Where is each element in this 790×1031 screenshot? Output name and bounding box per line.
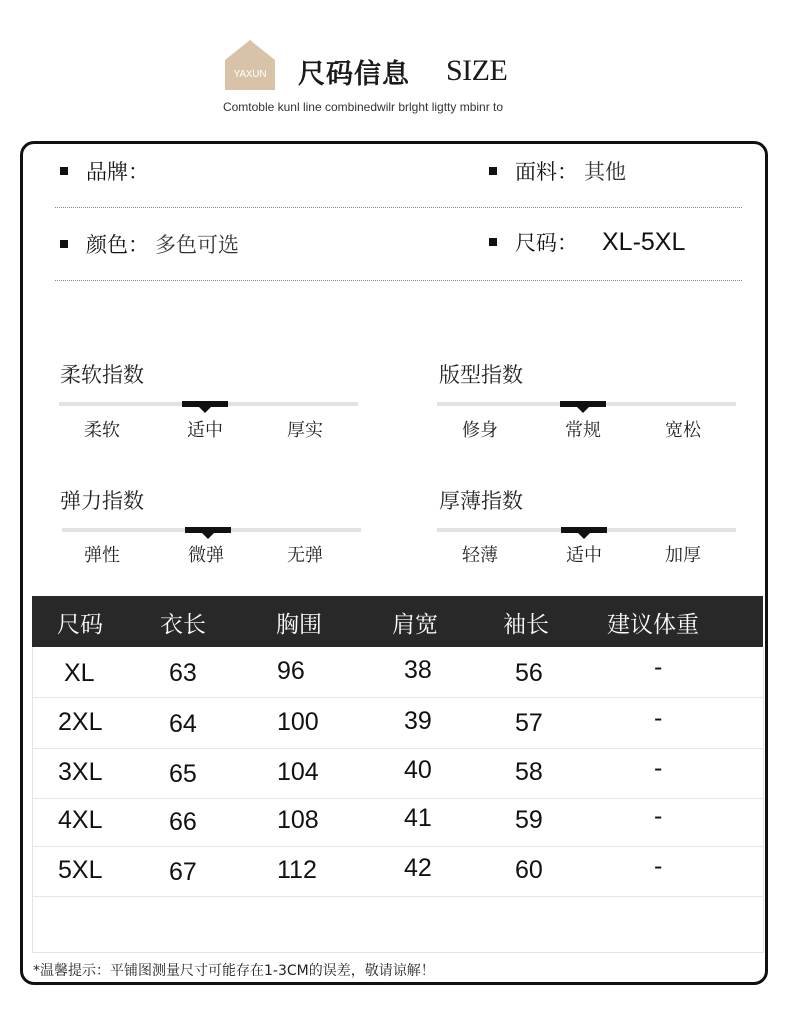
elasticity-option: 无弹 — [287, 545, 323, 566]
column-header-length: 衣长 — [160, 612, 206, 638]
thickness-option: 轻薄 — [462, 545, 498, 566]
column-header-size: 尺码 — [57, 612, 103, 638]
bullet-icon — [60, 240, 68, 248]
elasticity-option: 弹性 — [84, 545, 120, 566]
table-row — [33, 846, 763, 897]
column-header-sleeve: 袖长 — [503, 612, 549, 638]
measurement-note: *温馨提示：平铺图测量尺寸可能存在1-3CM的误差，敬请谅解！ — [33, 963, 435, 979]
table-cell: 104 — [277, 758, 319, 786]
table-cell: 5XL — [58, 856, 103, 884]
thickness-option: 加厚 — [665, 545, 701, 566]
brand-row — [60, 156, 155, 186]
table-cell: 40 — [404, 756, 432, 784]
fabric-label: 面料： — [515, 160, 578, 184]
table-cell: 59 — [515, 806, 543, 834]
brand-logo — [225, 40, 275, 90]
bullet-icon — [489, 238, 497, 246]
page-title-cn: 尺码信息 — [298, 59, 410, 90]
column-header-shoulder: 肩宽 — [392, 612, 438, 638]
table-cell: 96 — [277, 657, 305, 685]
softness-option: 柔软 — [84, 420, 120, 441]
table-cell: 39 — [404, 707, 432, 735]
thickness-option: 适中 — [566, 545, 602, 566]
size-table-header — [32, 596, 763, 647]
fabric-value: 其他 — [584, 160, 626, 184]
size-label: 尺码： — [515, 231, 578, 255]
table-cell: 58 — [515, 758, 543, 786]
fit-index-title: 版型指数 — [439, 363, 523, 387]
fit-option: 宽松 — [665, 420, 701, 441]
table-cell: 65 — [169, 760, 197, 788]
table-cell: 100 — [277, 708, 319, 736]
table-cell: 64 — [169, 710, 197, 738]
color-row — [60, 229, 239, 259]
color-label: 颜色： — [86, 233, 149, 257]
logo-text: YAXUN — [233, 69, 267, 80]
table-cell: 56 — [515, 659, 543, 687]
divider — [55, 280, 742, 281]
page-title-en: SIZE — [446, 54, 508, 87]
divider — [55, 207, 742, 208]
subtitle: Comtoble kunl line combinedwilr brlght ligtty mbinr to — [222, 100, 504, 114]
color-value: 多色可选 — [155, 233, 239, 257]
brand-label: 品牌： — [86, 160, 149, 184]
softness-option: 厚实 — [287, 420, 323, 441]
table-cell: 63 — [169, 659, 197, 687]
table-cell: 4XL — [58, 806, 103, 834]
table-row — [33, 796, 763, 847]
elasticity-option: 微弹 — [188, 545, 224, 566]
table-cell: XL — [64, 659, 95, 687]
thickness-index-title: 厚薄指数 — [439, 489, 523, 513]
table-cell: 108 — [277, 806, 319, 834]
fit-option: 常规 — [565, 420, 601, 441]
size-value: XL-5XL — [602, 227, 686, 256]
size-row — [489, 227, 685, 257]
table-cell: - — [654, 754, 663, 782]
table-row — [33, 698, 763, 749]
table-cell: 60 — [515, 856, 543, 884]
table-cell: 2XL — [58, 708, 103, 736]
bullet-icon — [60, 167, 68, 175]
column-header-weight: 建议体重 — [607, 612, 699, 638]
softness-option: 适中 — [187, 420, 223, 441]
house-logo-icon — [225, 40, 275, 90]
softness-scale-marker — [182, 401, 228, 407]
table-cell: 3XL — [58, 758, 103, 786]
column-header-chest: 胸围 — [276, 612, 322, 638]
fit-option: 修身 — [462, 420, 498, 441]
elasticity-index-title: 弹力指数 — [60, 489, 144, 513]
table-cell: - — [654, 802, 663, 830]
table-cell: 112 — [277, 856, 317, 884]
table-cell: 67 — [169, 858, 197, 886]
table-row — [33, 748, 763, 799]
thickness-scale-marker — [561, 527, 607, 533]
table-cell: - — [654, 653, 663, 681]
fit-scale-marker — [560, 401, 606, 407]
table-cell: 41 — [404, 804, 432, 832]
softness-index-title: 柔软指数 — [60, 363, 144, 387]
size-table-body — [32, 647, 764, 953]
bullet-icon — [489, 167, 497, 175]
table-cell: 57 — [515, 709, 543, 737]
table-cell: - — [654, 704, 663, 732]
table-cell: 42 — [404, 854, 432, 882]
table-cell: 66 — [169, 808, 197, 836]
table-cell: - — [654, 852, 663, 880]
elasticity-scale-marker — [185, 527, 231, 533]
table-row — [33, 647, 763, 698]
table-cell: 38 — [404, 656, 432, 684]
fabric-row — [489, 156, 626, 186]
